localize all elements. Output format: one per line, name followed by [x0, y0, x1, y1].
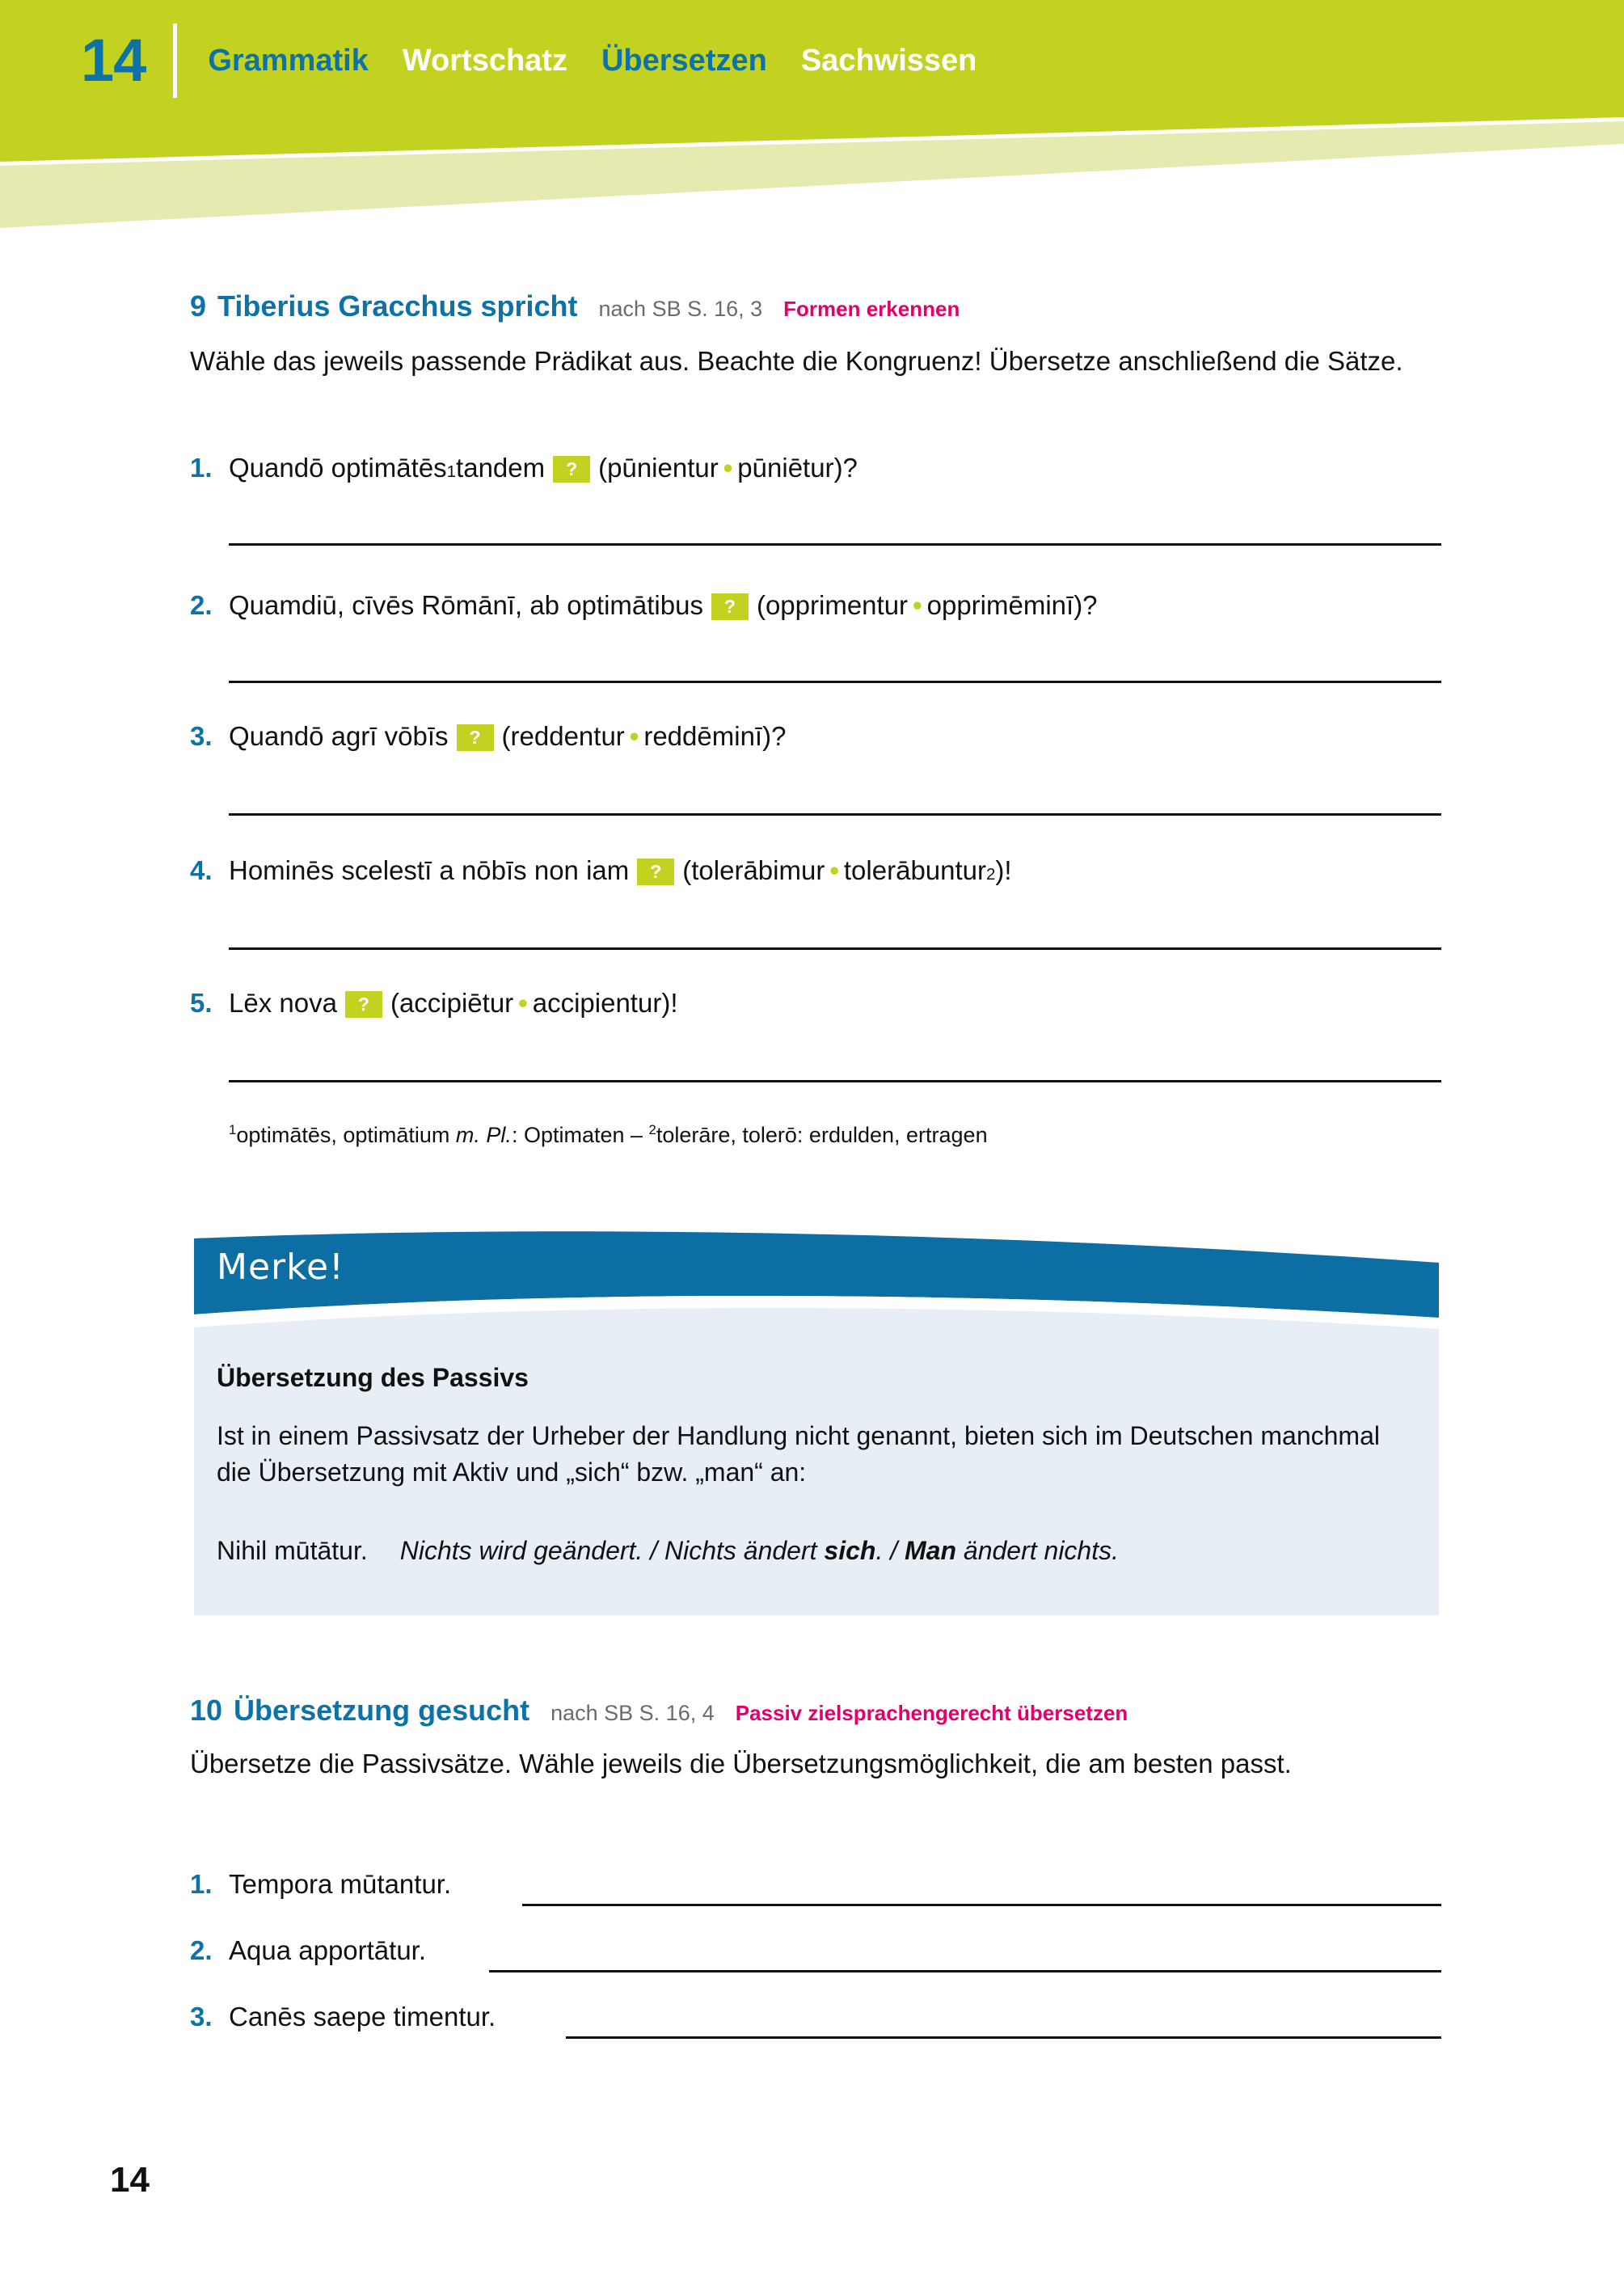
- answer-rule-line[interactable]: [229, 1080, 1441, 1082]
- merke-example-bold-sich: sich: [824, 1536, 876, 1565]
- paren-open: (: [598, 453, 608, 483]
- footnote-part-3: tolerāre, tolerō: erdulden, ertragen: [656, 1123, 988, 1147]
- item-text: Aqua apportātur.: [229, 1935, 427, 1965]
- merke-label: Merke!: [217, 1247, 344, 1288]
- paren-close: )?: [762, 721, 787, 751]
- item-text-pre: Quamdiū, cīvēs Rōmānī, ab optimātibus: [229, 590, 703, 620]
- exercise-9-reference: nach SB S. 16, 3: [598, 297, 763, 321]
- paren-open: (: [756, 590, 766, 620]
- merke-example-bold-man: Man: [905, 1536, 956, 1565]
- footnote-marker: 1: [446, 462, 457, 481]
- item-number: 1.: [190, 1869, 213, 1899]
- item-number: 2.: [190, 1935, 213, 1965]
- chapter-number: 14: [81, 27, 146, 94]
- gap-answer-box[interactable]: ?: [553, 456, 590, 483]
- list-item: [190, 1869, 451, 1900]
- merke-text: Ist in einem Passivsatz der Urheber der Handlung nicht genannt, bieten sich im Deutschen manchmal die Übersetzung mit Aktiv und „sich“ bzw. „man“ an:: [217, 1421, 1380, 1487]
- answer-rule-line[interactable]: [566, 2036, 1441, 2039]
- merke-title: Übersetzung des Passivs: [217, 1363, 529, 1392]
- list-item: [190, 988, 678, 1019]
- option-separator-dot: •: [913, 590, 922, 620]
- option-separator-dot: •: [629, 721, 639, 751]
- option-separator-dot: •: [829, 855, 839, 885]
- item-text: Tempora mūtantur.: [229, 1869, 452, 1899]
- paren-open: (: [682, 855, 692, 885]
- exercise-10-reference: nach SB S. 16, 4: [550, 1701, 715, 1725]
- answer-rule-line[interactable]: [229, 813, 1441, 816]
- footnote-marker: 2: [986, 865, 996, 884]
- option-a[interactable]: pūnientur: [607, 453, 719, 483]
- tab-uebersetzen[interactable]: Übersetzen: [601, 43, 767, 78]
- option-b[interactable]: opprimēminī: [926, 590, 1074, 620]
- answer-rule-line[interactable]: [229, 681, 1441, 683]
- exercise-9-instruction: Wähle das jeweils passende Prädikat aus. Beachte die Kongruenz! Übersetze anschließend die Sätze.: [190, 346, 1403, 376]
- list-item: [190, 2002, 496, 2032]
- option-b[interactable]: pūniētur: [737, 453, 834, 483]
- paren-open: (: [390, 988, 399, 1018]
- page-header: [0, 0, 1624, 234]
- gap-answer-box[interactable]: ?: [457, 724, 494, 751]
- list-item: [190, 453, 858, 484]
- exercise-9-title: Tiberius Gracchus spricht: [217, 289, 578, 323]
- merke-example: [217, 1536, 1119, 1566]
- exercise-10-title: Übersetzung gesucht: [234, 1694, 530, 1727]
- paren-open: (: [501, 721, 511, 751]
- exercise-10-heading: [190, 1694, 1128, 1728]
- merke-example-german-2: . /: [875, 1536, 905, 1565]
- header-divider: [173, 23, 177, 98]
- item-number: 3.: [190, 721, 213, 751]
- option-b[interactable]: tolerābuntur: [843, 855, 987, 885]
- page-number: 14: [110, 2160, 150, 2200]
- item-text: Canēs saepe timentur.: [229, 2002, 496, 2032]
- exercise-9-heading: [190, 289, 960, 323]
- item-text-pre: Quandō optimātēs: [229, 453, 447, 483]
- paren-close: )?: [1074, 590, 1098, 620]
- tab-sachwissen[interactable]: Sachwissen: [800, 43, 977, 78]
- merke-banner-shape: [194, 1227, 1439, 1348]
- option-a[interactable]: accipiētur: [399, 988, 514, 1018]
- footnote-marker-2: 2: [648, 1122, 656, 1137]
- answer-rule-line[interactable]: [229, 947, 1441, 950]
- answer-rule-line[interactable]: [522, 1904, 1441, 1906]
- merke-example-latin: Nihil mūtātur.: [217, 1536, 368, 1565]
- item-number: 2.: [190, 590, 213, 620]
- answer-rule-line[interactable]: [489, 1970, 1441, 1972]
- paren-close: )!: [661, 988, 678, 1018]
- gap-answer-box[interactable]: ?: [345, 991, 382, 1018]
- merke-example-german-3: ändert nichts.: [956, 1536, 1119, 1565]
- header-tabs: [208, 44, 977, 78]
- item-text-pre2: tandem: [456, 453, 546, 483]
- footnote-italic-1: m. Pl.: [455, 1123, 512, 1147]
- paren-close: )!: [995, 855, 1012, 885]
- option-a[interactable]: reddentur: [510, 721, 625, 751]
- item-number: 4.: [190, 855, 213, 885]
- footnote-line: [229, 1122, 988, 1148]
- list-item: [190, 590, 1098, 622]
- item-number: 3.: [190, 2002, 213, 2032]
- list-item: [190, 855, 1012, 887]
- list-item: [190, 721, 786, 753]
- tab-wortschatz[interactable]: Wortschatz: [402, 43, 567, 78]
- option-a[interactable]: tolerābimur: [691, 855, 825, 885]
- gap-answer-box[interactable]: ?: [637, 859, 674, 885]
- footnote-part-1: optimātēs, optimātium: [236, 1123, 456, 1147]
- option-b[interactable]: accipientur: [532, 988, 662, 1018]
- exercise-10-tag: Passiv zielsprachengerecht übersetzen: [735, 1701, 1128, 1725]
- item-number: 5.: [190, 988, 213, 1018]
- answer-rule-line[interactable]: [229, 543, 1441, 546]
- option-separator-dot: •: [518, 988, 528, 1018]
- item-text-pre: Lēx nova: [229, 988, 337, 1018]
- tab-grammatik[interactable]: Grammatik: [208, 43, 369, 78]
- merke-example-german-1: Nichts wird geändert. / Nichts ändert: [399, 1536, 825, 1565]
- exercise-9-tag: Formen erkennen: [783, 297, 960, 321]
- option-separator-dot: •: [723, 453, 733, 483]
- option-b[interactable]: reddēminī: [643, 721, 763, 751]
- exercise-9-number: 9: [190, 289, 207, 323]
- footnote-part-2: : Optimaten –: [511, 1123, 649, 1147]
- paren-close: )?: [833, 453, 858, 483]
- footnote-marker-1: 1: [229, 1122, 237, 1137]
- option-a[interactable]: opprimentur: [765, 590, 909, 620]
- item-text-pre: Hominēs scelestī a nōbīs non iam: [229, 855, 630, 885]
- exercise-10-instruction: Übersetze die Passivsätze. Wähle jeweils die Übersetzungsmöglichkeit, die am besten passt.: [190, 1749, 1292, 1778]
- item-number: 1.: [190, 453, 213, 483]
- gap-answer-box[interactable]: ?: [711, 593, 749, 620]
- list-item: [190, 1935, 426, 1966]
- exercise-10-number: 10: [190, 1694, 223, 1727]
- item-text-pre: Quandō agrī vōbīs: [229, 721, 449, 751]
- merke-box: [194, 1227, 1439, 1615]
